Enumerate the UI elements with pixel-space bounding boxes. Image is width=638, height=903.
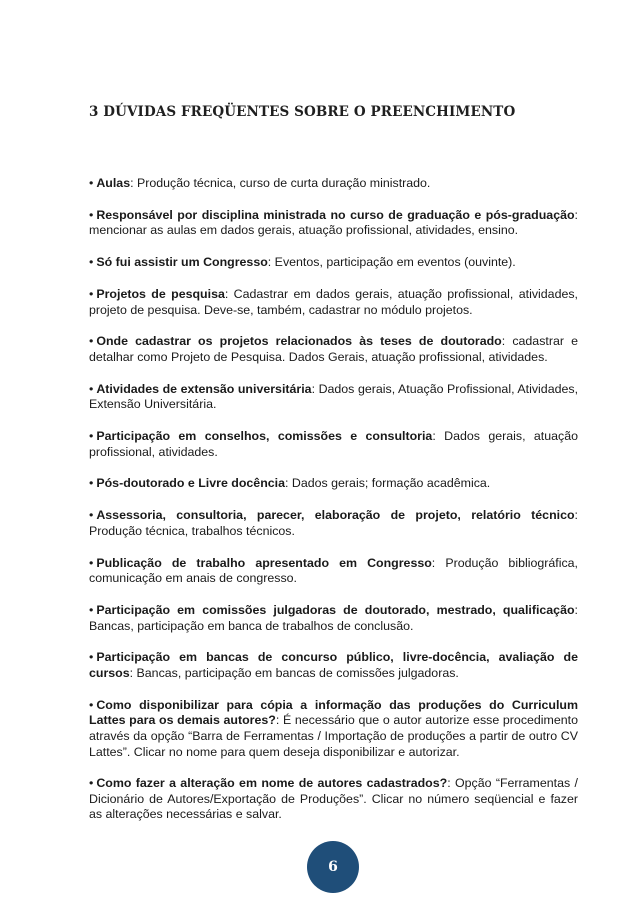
faq-term: Aulas	[96, 176, 131, 190]
faq-text: : Dados gerais, atuação profissional, atividades.	[89, 429, 579, 459]
bullet: •	[89, 207, 94, 222]
bullet: •	[89, 650, 94, 665]
faq-term: Onde cadastrar os projetos relacionados às teses de doutorado	[96, 334, 502, 349]
faq-text: : Produção técnica, curso de curta duração ministrado.	[130, 176, 431, 190]
faq-text: : Bancas, participação em bancas de comissões julgadoras.	[129, 665, 459, 680]
faq-term: Como disponibilizar para cópia a informação das produções do Curriculum Lattes para os demais autores?	[89, 697, 578, 728]
bullet: •	[89, 429, 94, 444]
bullet: •	[89, 286, 94, 301]
faq-entry-posdoc	[89, 476, 578, 492]
faq-entry-disponibilizar	[89, 698, 578, 760]
faq-term: Só fui assistir um Congresso	[96, 255, 268, 270]
section-heading: 3 DÚVIDAS FREQÜENTES SOBRE O PREENCHIMENTO	[89, 104, 516, 120]
page-number: 6	[328, 859, 338, 875]
faq-entry-congresso	[89, 255, 578, 271]
faq-entry-comissoes	[89, 603, 578, 634]
bullet: •	[89, 555, 94, 570]
faq-text: : Cadastrar em dados gerais, atuação profissional, atividades, projeto de pesquisa. Deve-se, também, cadastrar no módulo projetos.	[89, 286, 578, 317]
bullet: •	[89, 697, 94, 712]
faq-entry-extensao	[89, 382, 578, 413]
faq-text: : Bancas, participação em banca de trabalhos de conclusão.	[89, 602, 578, 633]
faq-text: : Eventos, participação em eventos (ouvinte).	[267, 255, 516, 270]
faq-text: : Produção bibliográfica, comunicação em anais de congresso.	[89, 555, 578, 586]
faq-term: Publicação de trabalho apresentado em Congresso	[96, 555, 432, 570]
faq-entry-bancas	[89, 650, 578, 681]
faq-term: Assessoria, consultoria, parecer, elaboração de projeto, relatório técnico	[96, 508, 575, 523]
bullet: •	[89, 602, 94, 617]
faq-entry-alteracao	[89, 776, 578, 823]
faq-entry-conselhos	[89, 429, 578, 460]
faq-entry-responsavel	[89, 208, 578, 239]
faq-list	[89, 176, 578, 839]
page-number-badge	[307, 841, 359, 893]
bullet: •	[89, 255, 94, 270]
faq-entry-projetos	[89, 287, 578, 318]
bullet: •	[89, 176, 94, 190]
faq-term: Atividades de extensão universitária	[96, 381, 312, 396]
bullet: •	[89, 334, 94, 349]
faq-text: : Dados gerais; formação acadêmica.	[285, 476, 491, 491]
faq-entry-publicacao	[89, 556, 578, 587]
faq-term: Responsável por disciplina ministrada no curso de graduação e pós-graduação	[96, 207, 575, 222]
faq-term: Projetos de pesquisa	[96, 286, 225, 301]
faq-entry-assessoria	[89, 508, 578, 539]
faq-term: Participação em bancas de concurso público, livre-docência, avaliação de cursos	[89, 650, 578, 680]
faq-term: Como fazer a alteração em nome de autores cadastrados?	[96, 776, 448, 791]
bullet: •	[89, 776, 94, 791]
faq-entry-aulas	[89, 176, 578, 192]
bullet: •	[89, 476, 94, 491]
faq-term: Participação em comissões julgadoras de doutorado, mestrado, qualificação	[96, 602, 575, 617]
faq-entry-teses	[89, 334, 578, 365]
bullet: •	[89, 381, 94, 396]
faq-text: : Opção “Ferramentas / Dicionário de Autores/Exportação de Produções”. Clicar no número seqüencial e fazer as alterações necessárias e salvar.	[89, 776, 578, 822]
faq-text: : Dados gerais, Atuação Profissional, Atividades, Extensão Universitária.	[89, 381, 579, 412]
faq-text: : Produção técnica, trabalhos técnicos.	[89, 508, 578, 538]
faq-text: : mencionar as aulas em dados gerais, atuação profissional, atividades, ensino.	[89, 207, 578, 238]
bullet: •	[89, 508, 94, 523]
faq-text: : É necessário que o autor autorize esse procedimento através da opção “Barra de Ferramentas / Importação de produções a partir de outro CV Lattes”. Clicar no nome para quem deseja disponibilizar e autorizar.	[89, 713, 578, 759]
faq-term: Pós-doutorado e Livre docência	[96, 476, 285, 491]
faq-term: Participação em conselhos, comissões e consultoria	[96, 429, 433, 444]
faq-text: : cadastrar e detalhar como Projeto de Pesquisa. Dados Gerais, atuação profissional, atividades.	[89, 334, 578, 364]
